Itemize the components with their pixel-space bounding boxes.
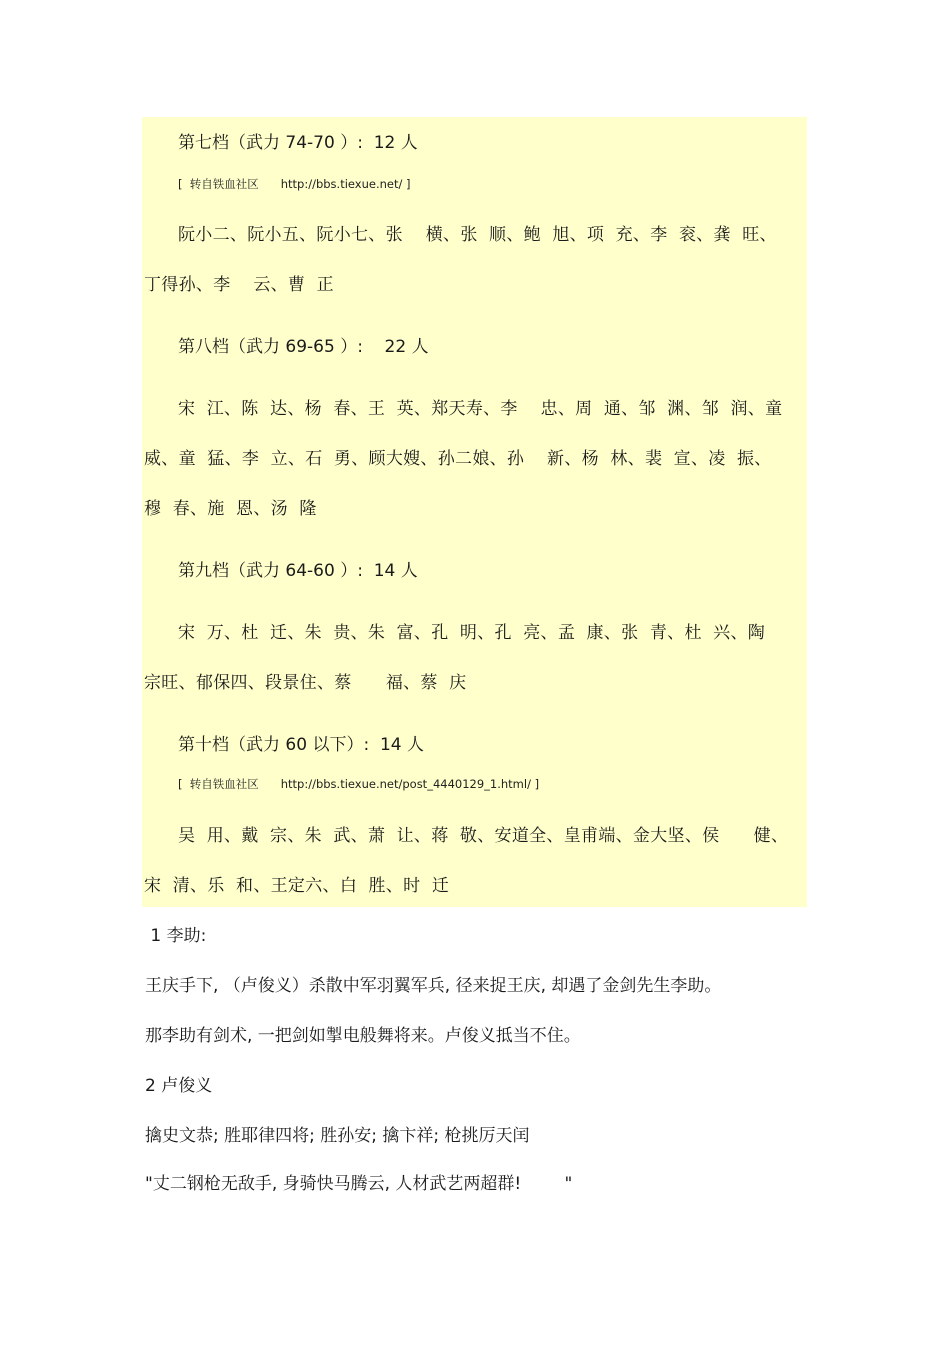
item1-title: 1 李助: <box>145 926 207 946</box>
tier10-heading: 第十档（武力 60 以下）: 14 人 <box>178 735 425 755</box>
tier7-source-note: [ 转自铁血社区 http://bbs.tiexue.net/ ] <box>178 177 411 191</box>
tier9-names-line2: 宗旺、郁保四、段景住、蔡 福、蔡 庆 <box>144 673 467 693</box>
highlighted-ranking-section <box>142 117 807 907</box>
item2-quote: "丈二钢枪无敌手, 身骑快马腾云, 人材武艺两超群! " <box>145 1174 573 1194</box>
tier7-heading: 第七档（武力 74-70 ）: 12 人 <box>178 133 418 153</box>
tier8-heading: 第八档（武力 69-65 ）: 22 人 <box>178 337 429 357</box>
tier9-names-line1: 宋 万、杜 迁、朱 贵、朱 富、孔 明、孔 亮、孟 康、张 青、杜 兴、陶 <box>178 623 766 643</box>
item1-paragraph-line2: 那李助有剑术, 一把剑如掣电般舞将来。卢俊义抵当不住。 <box>145 1026 581 1046</box>
item2-title: 2 卢俊义 <box>145 1076 213 1096</box>
tier10-names-line1: 吴 用、戴 宗、朱 武、萧 让、蒋 敬、安道全、皇甫端、金大坚、侯 健、 <box>178 826 789 846</box>
item2-achievements: 擒史文恭; 胜耶律四将; 胜孙安; 擒卞祥; 枪挑厉天闰 <box>145 1126 530 1146</box>
tier8-names-line1: 宋 江、陈 达、杨 春、王 英、郑天寿、李 忠、周 通、邹 渊、邹 润、童 <box>178 399 783 419</box>
tier10-source-note: [ 转自铁血社区 http://bbs.tiexue.net/post_4440129_1.html/ ] <box>178 777 540 791</box>
tier7-names-line2: 丁得孙、李 云、曹 正 <box>144 275 334 295</box>
item1-paragraph-line1: 王庆手下, （卢俊义）杀散中军羽翼军兵, 径来捉王庆, 却遇了金剑先生李助。 <box>145 976 722 996</box>
tier10-names-line2: 宋 清、乐 和、王定六、白 胜、时 迁 <box>144 876 450 896</box>
tier7-names-line1: 阮小二、阮小五、阮小七、张 横、张 顺、鲍 旭、项 充、李 衮、龚 旺、 <box>178 225 777 245</box>
tier8-names-line2: 威、童 猛、李 立、石 勇、顾大嫂、孙二娘、孙 新、杨 林、裴 宣、凌 振、 <box>144 449 772 469</box>
tier9-heading: 第九档（武力 64-60 ）: 14 人 <box>178 561 418 581</box>
tier8-names-line3: 穆 春、施 恩、汤 隆 <box>144 499 317 519</box>
